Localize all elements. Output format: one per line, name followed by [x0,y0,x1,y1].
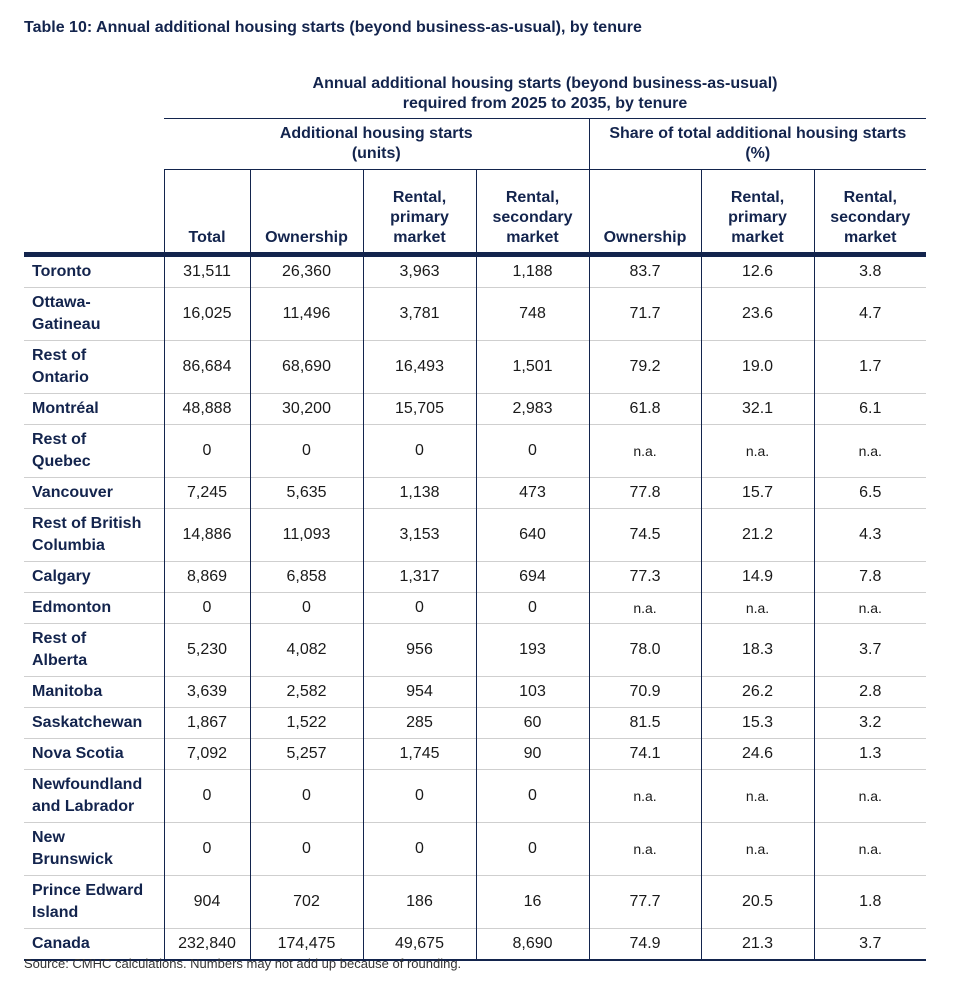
cell-total: 7,245 [164,478,250,509]
cell-share-ownership: 77.3 [589,562,701,593]
cell-region: Toronto [24,255,164,288]
cell-region: Rest of Alberta [24,624,164,677]
cell-share-rental-primary: 18.3 [701,624,814,677]
cell-share-rental-primary: 15.3 [701,708,814,739]
cell-ownership: 26,360 [250,255,363,288]
cell-region: Saskatchewan [24,708,164,739]
cell-region: Prince Edward Island [24,876,164,929]
cell-rental-secondary: 0 [476,823,589,876]
cell-rental-primary: 15,705 [363,394,476,425]
cell-share-ownership: 71.7 [589,288,701,341]
column-header-region [24,170,164,255]
cell-ownership: 5,257 [250,739,363,770]
cell-share-rental-secondary: 6.1 [814,394,926,425]
cell-ownership: 5,635 [250,478,363,509]
header-text: secondary [492,209,573,226]
cell-ownership: 0 [250,593,363,624]
cell-rental-primary: 954 [363,677,476,708]
table-row [24,708,926,739]
cell-rental-primary: 1,138 [363,478,476,509]
cell-total: 0 [164,425,250,478]
column-header-rental-secondary [476,170,589,255]
group-share-line-1: Share of total additional housing starts [609,125,907,142]
cell-rental-primary: 3,153 [363,509,476,562]
cell-ownership: 702 [250,876,363,929]
cell-share-ownership: n.a. [589,823,701,876]
cell-region: Edmonton [24,593,164,624]
cell-total: 7,092 [164,739,250,770]
cell-rental-secondary: 1,501 [476,341,589,394]
cell-rental-secondary: 694 [476,562,589,593]
cell-share-rental-secondary: n.a. [814,770,926,823]
column-header-rental-primary [363,170,476,255]
group-units-line-1: Additional housing starts [279,125,473,142]
table-row [24,593,926,624]
cell-share-rental-primary: 24.6 [701,739,814,770]
cell-share-ownership: 78.0 [589,624,701,677]
source-note: Source: CMHC calculations. Numbers may not add up because of rounding. [24,956,462,971]
cell-share-rental-primary: 12.6 [701,255,814,288]
super-header-line-1: Annual additional housing starts (beyond business-as-usual) [312,75,778,92]
cell-rental-secondary: 103 [476,677,589,708]
group-header-units [164,119,589,170]
cell-total: 0 [164,770,250,823]
cell-share-ownership: 77.7 [589,876,701,929]
table-row [24,562,926,593]
cell-total: 3,639 [164,677,250,708]
cell-share-ownership: n.a. [589,770,701,823]
cell-rental-primary: 49,675 [363,929,476,961]
cell-region: Rest of British Columbia [24,509,164,562]
super-header [164,74,926,114]
cell-rental-primary: 0 [363,593,476,624]
group-header-row [24,119,926,170]
table-row [24,509,926,562]
cell-ownership: 2,582 [250,677,363,708]
table-row [24,394,926,425]
cell-share-ownership: 74.1 [589,739,701,770]
cell-ownership: 11,496 [250,288,363,341]
table-row [24,677,926,708]
cell-total: 14,886 [164,509,250,562]
cell-share-rental-primary: 21.3 [701,929,814,961]
cell-share-rental-secondary: 1.8 [814,876,926,929]
header-text: Rental, [730,189,785,206]
cell-rental-primary: 0 [363,823,476,876]
cell-total: 8,869 [164,562,250,593]
header-text: market [731,229,784,246]
cell-rental-primary: 16,493 [363,341,476,394]
cell-rental-primary: 3,781 [363,288,476,341]
table-row [24,341,926,394]
table-row [24,823,926,876]
cell-rental-primary: 186 [363,876,476,929]
cell-share-rental-primary: 19.0 [701,341,814,394]
cell-ownership: 1,522 [250,708,363,739]
cell-share-ownership: n.a. [589,425,701,478]
cell-rental-secondary: 16 [476,876,589,929]
cell-share-rental-primary: n.a. [701,770,814,823]
cell-region: Manitoba [24,677,164,708]
cell-ownership: 30,200 [250,394,363,425]
cell-share-rental-primary: n.a. [701,823,814,876]
cell-region: New Brunswick [24,823,164,876]
housing-starts-table [24,118,926,961]
cell-share-ownership: 81.5 [589,708,701,739]
cell-total: 0 [164,823,250,876]
cell-rental-secondary: 0 [476,593,589,624]
cell-region: Montréal [24,394,164,425]
cell-rental-secondary: 90 [476,739,589,770]
header-text: secondary [830,209,911,226]
cell-share-rental-secondary: 7.8 [814,562,926,593]
column-header-ownership: Ownership [250,170,363,255]
cell-total: 0 [164,593,250,624]
cell-total: 48,888 [164,394,250,425]
table-title: Table 10: Annual additional housing starts (beyond business-as-usual), by tenure [24,19,642,36]
cell-share-rental-primary: 14.9 [701,562,814,593]
cell-rental-secondary: 473 [476,478,589,509]
cell-share-rental-secondary: 2.8 [814,677,926,708]
cell-share-rental-secondary: 3.7 [814,929,926,961]
cell-rental-primary: 0 [363,425,476,478]
table-body [24,255,926,961]
cell-share-ownership: 79.2 [589,341,701,394]
cell-rental-secondary: 8,690 [476,929,589,961]
cell-share-rental-secondary: 3.2 [814,708,926,739]
cell-share-rental-primary: n.a. [701,593,814,624]
cell-share-rental-primary: 32.1 [701,394,814,425]
column-header-share-rental-secondary [814,170,926,255]
super-header-line-2: required from 2025 to 2035, by tenure [402,95,688,112]
cell-total: 1,867 [164,708,250,739]
header-text: Rental, [392,189,447,206]
cell-region: Calgary [24,562,164,593]
cell-total: 904 [164,876,250,929]
cell-rental-secondary: 1,188 [476,255,589,288]
cell-ownership: 11,093 [250,509,363,562]
group-header-share [589,119,926,170]
cell-rental-secondary: 640 [476,509,589,562]
cell-rental-secondary: 193 [476,624,589,677]
cell-rental-primary: 1,317 [363,562,476,593]
cell-rental-primary: 0 [363,770,476,823]
cell-region: Canada [24,929,164,961]
cell-share-rental-primary: 21.2 [701,509,814,562]
column-header-share-rental-primary [701,170,814,255]
cell-rental-secondary: 0 [476,425,589,478]
cell-share-rental-secondary: 1.7 [814,341,926,394]
cell-share-rental-secondary: 3.7 [814,624,926,677]
cell-share-ownership: 61.8 [589,394,701,425]
cell-share-rental-secondary: 4.3 [814,509,926,562]
table-row [24,876,926,929]
column-header-row [24,170,926,255]
cell-rental-primary: 1,745 [363,739,476,770]
cell-total: 232,840 [164,929,250,961]
cell-region: Vancouver [24,478,164,509]
cell-share-rental-primary: 26.2 [701,677,814,708]
table-row [24,288,926,341]
table-row [24,624,926,677]
table-row [24,739,926,770]
column-header-total: Total [164,170,250,255]
cell-share-ownership: 83.7 [589,255,701,288]
cell-share-rental-primary: n.a. [701,425,814,478]
cell-region: Nova Scotia [24,739,164,770]
cell-ownership: 6,858 [250,562,363,593]
cell-ownership: 174,475 [250,929,363,961]
cell-region: Rest of Quebec [24,425,164,478]
cell-rental-primary: 3,963 [363,255,476,288]
cell-rental-primary: 285 [363,708,476,739]
cell-share-ownership: n.a. [589,593,701,624]
cell-region: Rest of Ontario [24,341,164,394]
cell-share-rental-secondary: n.a. [814,823,926,876]
cell-share-ownership: 70.9 [589,677,701,708]
cell-rental-primary: 956 [363,624,476,677]
header-text: primary [390,209,449,226]
header-text: Rental, [843,189,897,206]
cell-region: Ottawa- Gatineau [24,288,164,341]
table-row [24,425,926,478]
cell-ownership: 68,690 [250,341,363,394]
cell-rental-secondary: 2,983 [476,394,589,425]
header-text: market [506,229,559,246]
cell-total: 86,684 [164,341,250,394]
cell-rental-secondary: 748 [476,288,589,341]
cell-rental-secondary: 0 [476,770,589,823]
group-header-blank [24,119,164,170]
cell-share-ownership: 74.9 [589,929,701,961]
cell-ownership: 0 [250,823,363,876]
cell-share-rental-secondary: n.a. [814,593,926,624]
table-row [24,478,926,509]
cell-ownership: 0 [250,425,363,478]
cell-share-rental-secondary: 1.3 [814,739,926,770]
header-text: market [844,229,897,246]
cell-total: 5,230 [164,624,250,677]
cell-share-ownership: 77.8 [589,478,701,509]
cell-ownership: 0 [250,770,363,823]
table-row [24,770,926,823]
table-row [24,255,926,288]
cell-total: 31,511 [183,263,231,280]
cell-share-rental-primary: 15.7 [701,478,814,509]
cell-share-rental-secondary: 3.8 [814,255,926,288]
column-header-share-ownership: Ownership [589,170,701,255]
cell-share-rental-primary: 23.6 [701,288,814,341]
cell-share-rental-primary: 20.5 [701,876,814,929]
cell-region: Newfoundland and Labrador [24,770,164,823]
cell-share-rental-secondary: 4.7 [814,288,926,341]
header-text: Rental, [505,189,560,206]
group-share-line-2: (%) [745,145,771,162]
cell-share-rental-secondary: n.a. [814,425,926,478]
header-text: market [393,229,446,246]
cell-ownership: 4,082 [250,624,363,677]
cell-total: 16,025 [164,288,250,341]
cell-rental-secondary: 60 [476,708,589,739]
group-units-line-2: (units) [351,145,401,162]
header-text: primary [728,209,787,226]
cell-share-ownership: 74.5 [589,509,701,562]
cell-share-rental-secondary: 6.5 [814,478,926,509]
